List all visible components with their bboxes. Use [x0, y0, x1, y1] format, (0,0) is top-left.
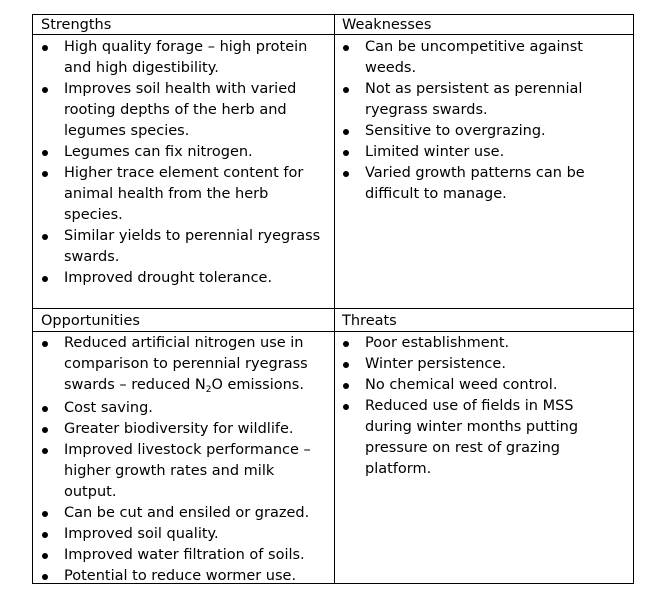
bottom-header-divider: [33, 331, 633, 332]
threats-list: [340, 333, 578, 480]
list-item: Improves soil health with varied rooting depths of the herb and legumes species.: [39, 79, 320, 142]
swot-table: [32, 14, 634, 584]
top-header-divider: [33, 34, 633, 35]
list-item: Potential to reduce wormer use.: [39, 566, 311, 587]
list-item: Can be cut and ensiled or grazed.: [39, 503, 311, 524]
list-item: Similar yields to perennial ryegrass swards.: [39, 226, 320, 268]
list-item: Reduced use of fields in MSS during winter months putting pressure on rest of grazing platform.: [340, 396, 578, 480]
list-item: Winter persistence.: [340, 354, 578, 375]
list-item: Cost saving.: [39, 398, 311, 419]
strengths-list: [39, 37, 320, 289]
list-item: Limited winter use.: [340, 142, 585, 163]
column-divider: [334, 15, 335, 583]
opportunities-title: Opportunities: [41, 313, 140, 329]
weaknesses-title: Weaknesses: [342, 17, 432, 33]
list-item: Improved water filtration of soils.: [39, 545, 311, 566]
list-item: Can be uncompetitive against weeds.: [340, 37, 585, 79]
list-item: Legumes can fix nitrogen.: [39, 142, 320, 163]
list-item: Higher trace element content for animal health from the herb species.: [39, 163, 320, 226]
list-item: Not as persistent as perennial ryegrass swards.: [340, 79, 585, 121]
list-item: Poor establishment.: [340, 333, 578, 354]
list-item: Improved livestock performance – higher growth rates and milk output.: [39, 440, 311, 503]
list-item: Reduced artificial nitrogen use in comparison to perennial ryegrass swards – reduced $N_2O$ emissions.: [39, 333, 311, 398]
list-item: Varied growth patterns can be difficult to manage.: [340, 163, 585, 205]
list-item: No chemical weed control.: [340, 375, 578, 396]
n2o-line: swards – reduced $N_2O$ emissions.: [64, 377, 304, 395]
list-item: Greater biodiversity for wildlife.: [39, 419, 311, 440]
list-item: Improved soil quality.: [39, 524, 311, 545]
row-divider: [33, 308, 633, 309]
opportunities-list: [39, 333, 311, 587]
list-item: Sensitive to overgrazing.: [340, 121, 585, 142]
strengths-title: Strengths: [41, 17, 112, 33]
threats-title: Threats: [342, 313, 397, 329]
list-item: Improved drought tolerance.: [39, 268, 320, 289]
list-item: High quality forage – high protein and high digestibility.: [39, 37, 320, 79]
weaknesses-list: [340, 37, 585, 205]
